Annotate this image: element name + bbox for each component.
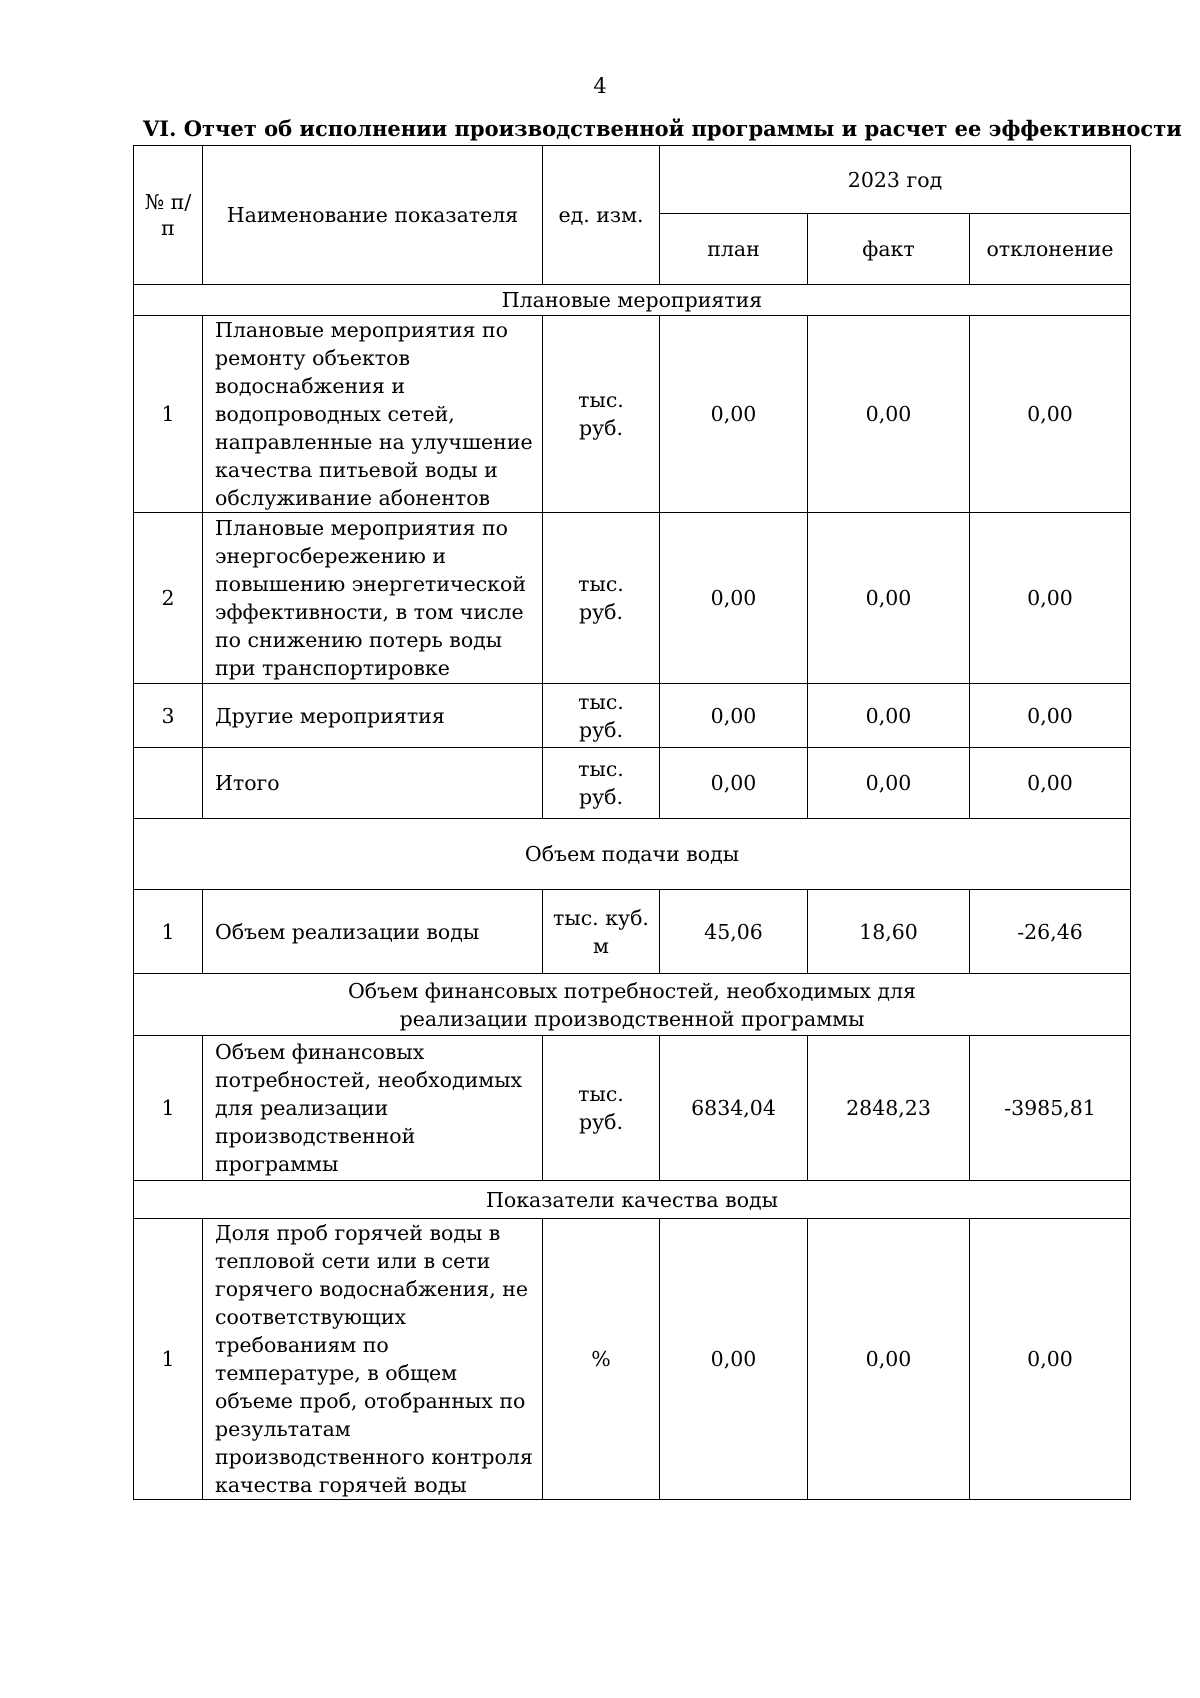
header-plan: план <box>660 214 808 285</box>
row-indicator-name: Итого <box>203 748 543 819</box>
row-deviation-value: 0,00 <box>970 1219 1131 1500</box>
row-deviation-value: 0,00 <box>970 748 1131 819</box>
table-row <box>134 890 1131 974</box>
table-row <box>134 513 1131 684</box>
row-plan-value: 0,00 <box>660 684 808 748</box>
row-number: 1 <box>134 316 203 513</box>
row-fact-value: 0,00 <box>808 684 970 748</box>
row-indicator-name: Плановые мероприятия по энергосбережению и повышению энергетической эффективности, в том числе по снижению потерь воды при транспортировке <box>203 513 543 684</box>
row-plan-value: 45,06 <box>660 890 808 974</box>
section-title: Объем подачи воды <box>134 819 1131 890</box>
row-fact-value: 18,60 <box>808 890 970 974</box>
row-deviation-value: 0,00 <box>970 316 1131 513</box>
row-plan-value: 0,00 <box>660 1219 808 1500</box>
row-fact-value: 0,00 <box>808 316 970 513</box>
header-deviation: отклонение <box>970 214 1131 285</box>
section-title: Показатели качества воды <box>134 1181 1131 1219</box>
row-unit: тыс. руб. <box>543 1036 660 1181</box>
row-number: 1 <box>134 1036 203 1181</box>
row-deviation-value: -26,46 <box>970 890 1131 974</box>
row-fact-value: 0,00 <box>808 1219 970 1500</box>
table-row-total <box>134 748 1131 819</box>
row-fact-value: 0,00 <box>808 748 970 819</box>
row-fact-value: 0,00 <box>808 513 970 684</box>
row-plan-value: 0,00 <box>660 316 808 513</box>
row-indicator-name: Объем реализации воды <box>203 890 543 974</box>
page-number: 4 <box>593 74 607 98</box>
row-plan-value: 0,00 <box>660 748 808 819</box>
row-unit: % <box>543 1219 660 1500</box>
table-row <box>134 1219 1131 1500</box>
row-unit: тыс. руб. <box>543 316 660 513</box>
row-number: 3 <box>134 684 203 748</box>
row-unit: тыс. руб. <box>543 513 660 684</box>
row-deviation-value: 0,00 <box>970 684 1131 748</box>
row-unit: тыс. руб. <box>543 748 660 819</box>
row-deviation-value: 0,00 <box>970 513 1131 684</box>
row-deviation-value: -3985,81 <box>970 1036 1131 1181</box>
row-indicator-name: Плановые мероприятия по ремонту объектов водоснабжения и водопроводных сетей, направленные на улучшение качества питьевой воды и обслуживание абонентов <box>203 316 543 513</box>
table-row <box>134 1036 1131 1181</box>
header-year: 2023 год <box>660 146 1131 214</box>
row-indicator-name: Объем финансовых потребностей, необходимых для реализации производственной программы <box>203 1036 543 1181</box>
row-number: 1 <box>134 890 203 974</box>
document-title: VI. Отчет об исполнении производственной программы и расчет ее эффективности <box>143 116 1182 141</box>
report-table <box>133 145 1131 1500</box>
row-number: 1 <box>134 1219 203 1500</box>
row-fact-value: 2848,23 <box>808 1036 970 1181</box>
row-number <box>134 748 203 819</box>
table-row <box>134 316 1131 513</box>
row-plan-value: 6834,04 <box>660 1036 808 1181</box>
row-unit: тыс. куб. м <box>543 890 660 974</box>
row-number: 2 <box>134 513 203 684</box>
row-indicator-name: Другие мероприятия <box>203 684 543 748</box>
header-fact: факт <box>808 214 970 285</box>
header-unit: ед. изм. <box>543 146 660 285</box>
header-indicator-name: Наименование показателя <box>203 146 543 285</box>
row-plan-value: 0,00 <box>660 513 808 684</box>
table-row <box>134 684 1131 748</box>
header-number: № п/п <box>134 146 203 285</box>
row-indicator-name: Доля проб горячей воды в тепловой сети или в сети горячего водоснабжения, не соответствующих требованиям по температуре, в общем объеме проб, отобранных по результатам производственного контроля качества горячей воды <box>203 1219 543 1500</box>
row-unit: тыс. руб. <box>543 684 660 748</box>
section-title: Плановые мероприятия <box>134 285 1131 316</box>
section-title: Объем финансовых потребностей, необходимых для реализации производственной программы <box>134 974 1131 1036</box>
